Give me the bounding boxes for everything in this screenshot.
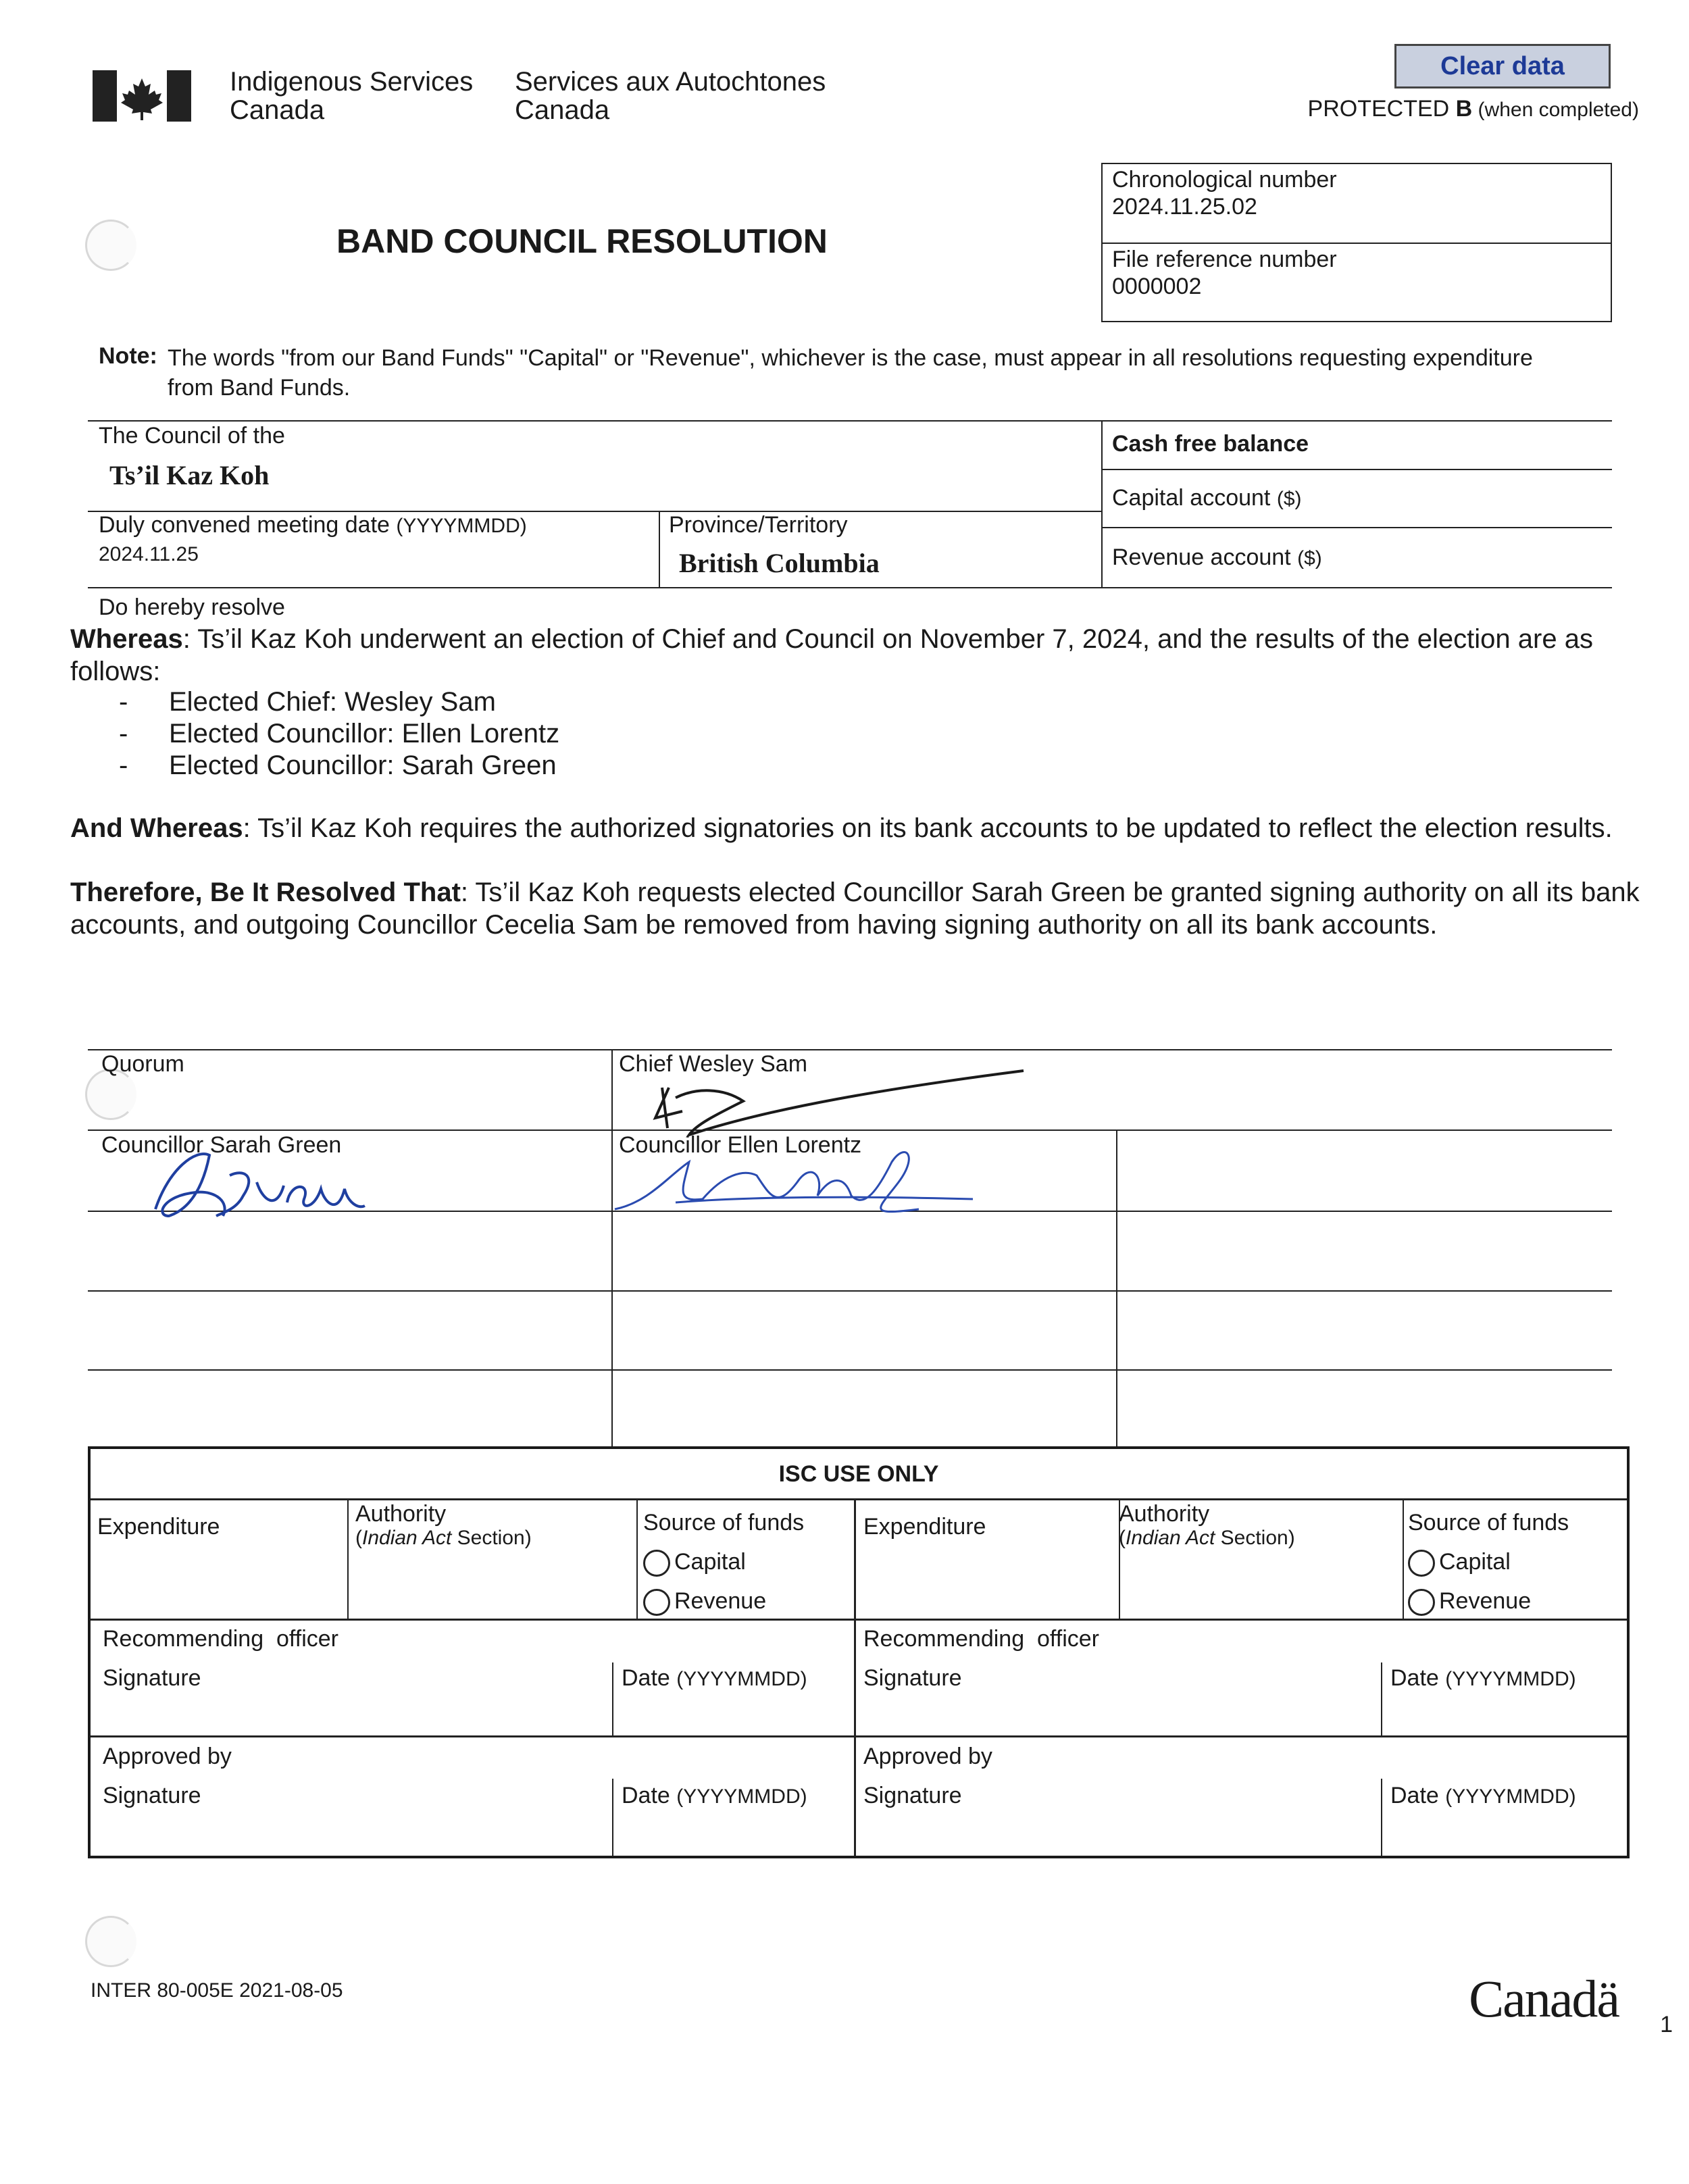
therefore-paragraph: Therefore, Be It Resolved That: Ts’il Kaz Koh requests elected Councillor Sarah Green be granted signing authority on all its bank accounts, and outgoing Councillor Cecelia Sam be removed from having signing authority on all its bank accounts.: [70, 878, 1640, 940]
revenue-radio-right[interactable]: Revenue: [1408, 1581, 1569, 1621]
councillor-green-signature: [142, 1128, 372, 1229]
approved-signature-left[interactable]: Signature: [103, 1783, 201, 1808]
recommending-officer-right: Recommending officer: [863, 1626, 1099, 1652]
canada-wordmark: Canadä: [1469, 1969, 1619, 2028]
department-name-french: Services aux Autochtones Canada: [515, 67, 826, 125]
isc-authority-right: Authority (Indian Act Section): [1119, 1501, 1295, 1549]
form-title: BAND COUNCIL RESOLUTION: [336, 222, 828, 260]
capital-radio-left[interactable]: Capital: [643, 1542, 804, 1581]
meeting-date-label: Duly convened meeting date (YYYYMMDD): [99, 512, 527, 538]
meeting-date-value[interactable]: 2024.11.25: [99, 543, 199, 565]
reference-box: [1101, 163, 1612, 322]
protected-b-marking: PROTECTED B (when completed): [1307, 96, 1639, 122]
chief-signature: [635, 1061, 1027, 1142]
page-number: 1: [1660, 2012, 1673, 2037]
note-text: The words "from our Band Funds" "Capital" or "Revenue", whichever is the case, must appear in all resolutions requesting expenditure from Band Funds.: [168, 345, 1533, 401]
recommending-signature-left[interactable]: Signature: [103, 1665, 201, 1691]
council-name[interactable]: Ts’il Kaz Koh: [109, 460, 270, 490]
approved-signature-right[interactable]: Signature: [863, 1783, 962, 1808]
canada-flag-logo: [93, 70, 191, 122]
approved-by-right: Approved by: [863, 1744, 992, 1769]
isc-title: ISC USE ONLY: [778, 1461, 939, 1487]
note-label: Note:: [99, 343, 157, 369]
quorum-label: Quorum: [101, 1051, 184, 1077]
capital-radio-right[interactable]: Capital: [1408, 1542, 1569, 1581]
council-label: The Council of the: [99, 423, 285, 449]
approved-date-right[interactable]: Date (YYYYMMDD): [1390, 1783, 1576, 1808]
isc-use-only-box: [88, 1446, 1630, 1858]
province-label: Province/Territory: [669, 512, 848, 538]
capital-account-label: Capital account ($): [1112, 485, 1302, 511]
approved-by-left: Approved by: [103, 1744, 232, 1769]
recommending-signature-right[interactable]: Signature: [863, 1665, 962, 1691]
binder-hole-top: [85, 220, 136, 271]
file-reference-label: File reference number: [1112, 247, 1337, 272]
councillor-green-label: Councillor Sarah Green: [101, 1132, 342, 1158]
isc-source-left: Source of funds Capital Revenue: [643, 1503, 804, 1621]
isc-authority-left: Authority (Indian Act Section): [355, 1501, 532, 1549]
clear-data-button[interactable]: Clear data: [1394, 44, 1611, 88]
form-code: INTER 80-005E 2021-08-05: [91, 1979, 343, 2002]
cash-free-balance-label: Cash free balance: [1112, 431, 1309, 457]
department-name-english: Indigenous Services Canada: [230, 67, 474, 125]
councillor-lorentz-signature: [608, 1135, 986, 1223]
isc-expenditure-left: Expenditure: [97, 1514, 220, 1540]
chronological-number-label: Chronological number: [1112, 167, 1337, 193]
recommending-officer-left: Recommending officer: [103, 1626, 338, 1652]
councillor-lorentz-label: Councillor Ellen Lorentz: [619, 1132, 862, 1158]
isc-expenditure-right: Expenditure: [863, 1514, 986, 1540]
approved-date-left[interactable]: Date (YYYYMMDD): [622, 1783, 807, 1808]
recommending-date-right[interactable]: Date (YYYYMMDD): [1390, 1665, 1576, 1691]
binder-hole-bottom: [85, 1916, 136, 1967]
whereas-paragraph: Whereas: Ts’il Kaz Koh underwent an election of Chief and Council on November 7, 2024, and the results of the election are as follows:: [70, 624, 1593, 686]
and-whereas-paragraph: And Whereas: Ts’il Kaz Koh requires the authorized signatories on its bank accounts to be updated to reflect the election results.: [70, 813, 1613, 843]
file-reference-value[interactable]: 0000002: [1112, 274, 1202, 299]
chief-signature-label: Chief Wesley Sam: [619, 1051, 808, 1077]
province-value[interactable]: British Columbia: [679, 548, 880, 578]
isc-source-right: Source of funds Capital Revenue: [1408, 1503, 1569, 1621]
revenue-radio-left[interactable]: Revenue: [643, 1581, 804, 1621]
revenue-account-label: Revenue account ($): [1112, 544, 1322, 570]
chronological-number-value[interactable]: 2024.11.25.02: [1112, 194, 1257, 220]
recommending-date-left[interactable]: Date (YYYYMMDD): [622, 1665, 807, 1691]
resolve-label: Do hereby resolve: [99, 594, 285, 620]
